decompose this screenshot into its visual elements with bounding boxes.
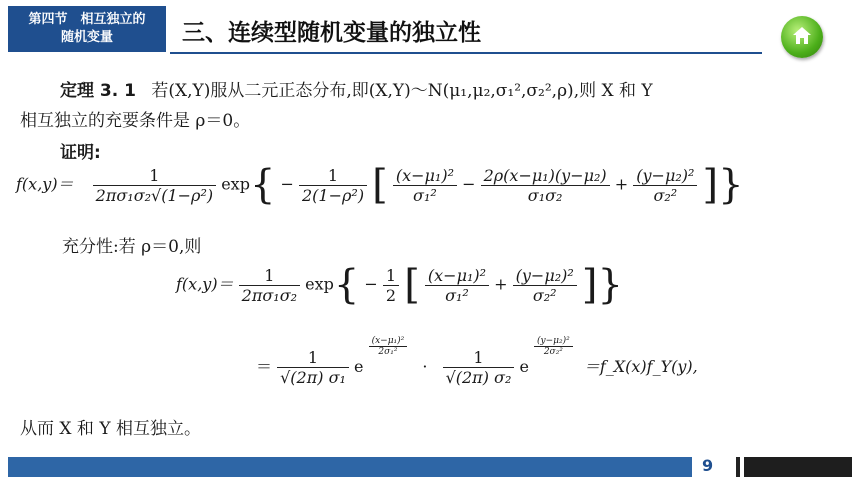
rho0-term-2: $\frac{\text{(y−μ₂)²}}{\text{σ₂²}}$ (513, 266, 577, 305)
page-title: 三、连续型随机变量的独立性 (182, 20, 481, 46)
page-number: 9 (702, 456, 714, 475)
sufficiency-line: 充分性:若 ρ＝0,则 (62, 237, 202, 257)
density-formula: f(x,y)＝ $\frac{1}{\text{2πσ₁σ₂√(1−ρ²)}}$ exp{ − $\frac{1}{\text{2(1−ρ²)}}$ [ $\frac{\text{(x−μ₁)²}}{\text{σ₁²}}$ − $\frac{\text{2ρ(x−μ₁)(y−μ₂)}}{\text{σ₁σ₂}}$ + $\frac{\text{(y−μ₂)²}}{\text{σ₂²}}$ ]} (16, 162, 744, 208)
footer-tick (736, 457, 740, 477)
theorem-label: 定理 3. 1 (60, 81, 136, 101)
marginal-y-coef: $\frac{1}{\text{√(2π) σ₂}}$ (443, 348, 515, 387)
theorem-line (60, 76, 653, 101)
density-term-1: $\frac{\text{(x−μ₁)²}}{\text{σ₁²}}$ (393, 166, 457, 205)
density-rho0-formula: f(x,y)＝ $\frac{1}{\text{2πσ₁σ₂}}$ exp{ − $\frac{1}{2}$ [ $\frac{\text{(x−μ₁)²}}{\text{σ₁²}}$ + $\frac{\text{(y−μ₂)²}}{\text{σ₂²}}$ ]} (176, 262, 623, 308)
product-formula: ＝ $\frac{1}{\text{√(2π) σ₁}}$ e $\frac{\text{(x−μ₁)²}}{\text{2σ₁²}}$ · $\frac{1}{\text{√(2π) σ₂}}$ e $\frac{\text{(y−μ₂)²}}{\text{2σ₂²}}$ ＝f_X(x)f_Y(y), (256, 336, 698, 387)
density-coef: $\frac{1}{\text{2πσ₁σ₂√(1−ρ²)}}$ (93, 166, 216, 205)
theorem-statement-cont: 相互独立的充要条件是 ρ＝0。 (20, 111, 251, 131)
section-line-1: 第四节 相互独立的 (28, 12, 146, 27)
home-button[interactable] (781, 16, 823, 58)
footer-bar (8, 457, 692, 477)
section-badge (8, 6, 166, 52)
density-inner-factor: $\frac{1}{\text{2(1−ρ²)}}$ (299, 166, 367, 205)
exponent-x: $\frac{\text{(x−μ₁)²}}{\text{2σ₁²}}$ (369, 336, 408, 357)
footer-dark-block (744, 457, 852, 477)
conclusion-line: 从而 X 和 Y 相互独立。 (20, 419, 201, 439)
proof-label: 证明: (60, 143, 101, 163)
exponent-y: $\frac{\text{(y−μ₂)²}}{\text{2σ₂²}}$ (534, 336, 573, 357)
product-rhs: ＝f_X(x)f_Y(y), (583, 357, 698, 376)
rho0-coef: $\frac{1}{\text{2πσ₁σ₂}}$ (239, 266, 300, 305)
section-line-2: 随机变量 (60, 30, 113, 45)
rho0-half: $\frac{1}{2}$ (383, 266, 399, 305)
title-divider (170, 52, 762, 54)
rho0-term-1: $\frac{\text{(x−μ₁)²}}{\text{σ₁²}}$ (425, 266, 489, 305)
density-term-2: $\frac{\text{2ρ(x−μ₁)(y−μ₂)}}{\text{σ₁σ₂}}$ (481, 166, 610, 205)
density-lhs: f(x,y)＝ (16, 174, 74, 194)
marginal-x-coef: $\frac{1}{\text{√(2π) σ₁}}$ (277, 348, 349, 387)
home-icon (791, 25, 813, 47)
density-term-3: $\frac{\text{(y−μ₂)²}}{\text{σ₂²}}$ (633, 166, 697, 205)
theorem-statement: 若(X,Y)服从二元正态分布,即(X,Y)～N(μ₁,μ₂,σ₁²,σ₂²,ρ),则 X 和 Y (151, 81, 653, 101)
